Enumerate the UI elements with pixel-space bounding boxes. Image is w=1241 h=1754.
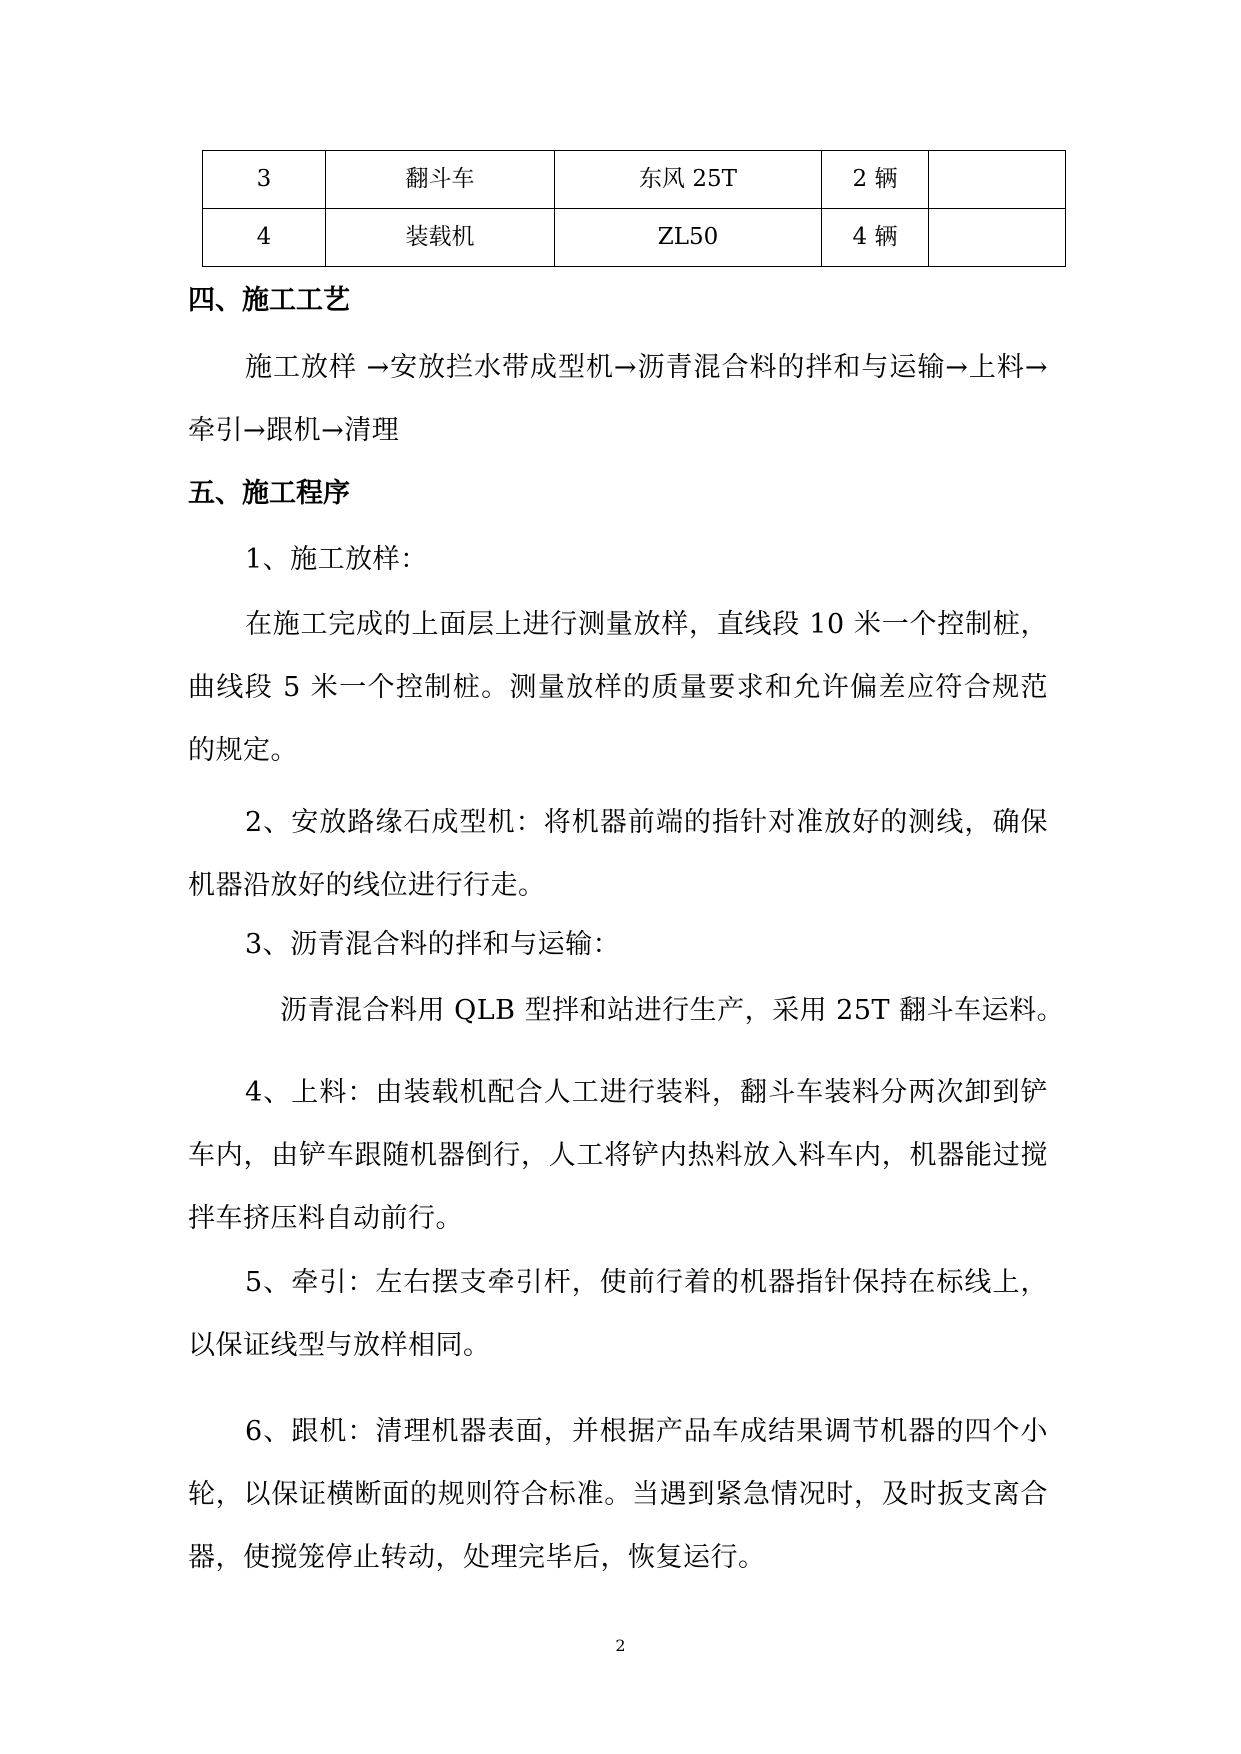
section-heading-construction-procedure: 五、施工程序 — [188, 478, 350, 509]
step-3-title: 3、沥青混合料的拌和与运输： — [245, 929, 621, 960]
equipment-name-cell: 装载机 — [326, 209, 555, 267]
step-3-text: 沥青混合料用 QLB 型拌和站进行生产，采用 25T 翻斗车运料。 — [280, 995, 1065, 1026]
equipment-note-cell — [929, 151, 1066, 209]
section-heading-construction-process: 四、施工工艺 — [188, 285, 350, 316]
step-1-text: 在施工完成的上面层上进行测量放样，直线段 10 米一个控制桩，曲线段 5 米一个控制桩。测量放样的质量要求和允许偏差应符合规范的规定。 — [188, 609, 1048, 766]
equipment-model-cell: 东风 25T — [555, 151, 822, 209]
step-5-text: 5、牵引：左右摆支牵引杆，使前行着的机器指针保持在标线上，以保证线型与放样相同。 — [188, 1267, 1048, 1361]
construction-process-text: 施工放样 →安放拦水带成型机→沥青混合料的拌和与运输→上料→牵引→跟机→清理 — [188, 352, 1048, 446]
equipment-note-cell — [929, 209, 1066, 267]
equipment-model-cell: ZL50 — [555, 209, 822, 267]
table-row — [203, 151, 1066, 209]
step-1-title: 1、施工放样： — [245, 544, 428, 575]
row-number-cell: 4 — [203, 209, 326, 267]
equipment-quantity-cell: 4 辆 — [822, 209, 929, 267]
equipment-name-cell: 翻斗车 — [326, 151, 555, 209]
equipment-quantity-cell: 2 辆 — [822, 151, 929, 209]
row-number-cell: 3 — [203, 151, 326, 209]
step-4-text: 4、上料：由装载机配合人工进行装料，翻斗车装料分两次卸到铲车内，由铲车跟随机器倒行，人工将铲内热料放入料车内，机器能过搅拌车挤压料自动前行。 — [188, 1077, 1048, 1234]
step-6-text: 6、跟机：清理机器表面，并根据产品车成结果调节机器的四个小轮，以保证横断面的规则符合标准。当遇到紧急情况时，及时扳支离合器，使搅笼停止转动，处理完毕后，恢复运行。 — [188, 1416, 1048, 1573]
step-2-text: 2、安放路缘石成型机：将机器前端的指针对准放好的测线，确保机器沿放好的线位进行行走。 — [188, 807, 1048, 901]
equipment-table — [202, 150, 1066, 267]
page-number: 2 — [615, 1636, 626, 1655]
table-row — [203, 209, 1066, 267]
